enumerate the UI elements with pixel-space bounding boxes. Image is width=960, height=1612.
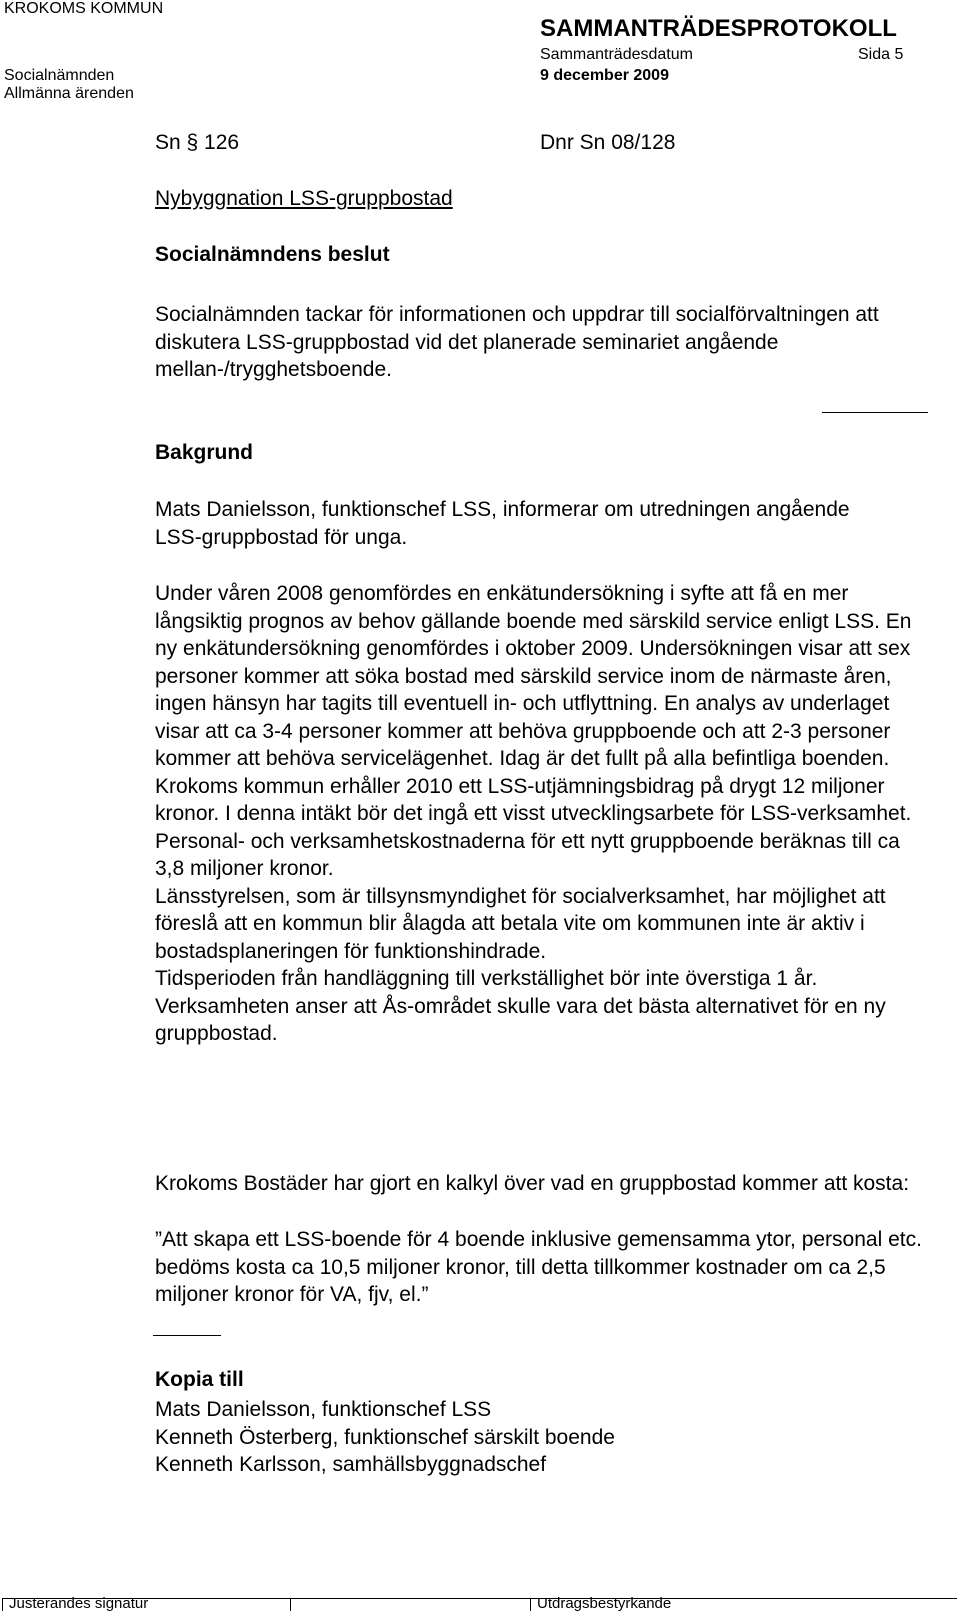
paragraph: Tidsperioden från handläggning till verkställighet bör inte överstiga 1 år. [155,967,818,990]
background-heading: Bakgrund [155,441,254,464]
footer-separator [2,1598,3,1611]
org-name: KROKOMS KOMMUN [4,0,164,17]
decision-divider [822,412,928,413]
calculation-quote: ”Att skapa ett LSS-boende för 4 boende inklusive gemensamma ytor, personal etc. bedöms kosta ca 10,5 miljoner kronor, till detta tillkommer kostnader om ca 2,5 miljoner kronor för VA, fjv, el.” [155,1228,922,1306]
paragraph: Personal- och verksamhetskostnaderna för ett nytt gruppboende beräknas till ca 3,8 miljoner kronor. [155,829,900,880]
committee-name: Socialnämnden [4,67,115,84]
paragraph: Undersökningen visar att sex personer kommer att söka bostad med särskild service inom de närmaste åren, ingen hänsyn har tagits till eventuell in- och utflyttning. En analys av underlaget visar att ca 3-4 personer kommer att behöva gruppboende och att 2-3 personer kommer att behöva servicelägenhet. Idag är det fullt på alla befintliga boenden. [155,637,911,770]
extract-label: Utdragsbestyrkande [537,1595,672,1612]
paragraph: Krokoms kommun erhåller 2010 ett LSS-utjämningsbidrag på drygt 12 miljoner kronor. I denna intäkt bör det ingå ett visst utvecklingsarbete för LSS-verksamhet. [155,774,912,825]
meeting-date: 9 december 2009 [540,67,669,84]
copies-heading: Kopia till [155,1368,244,1391]
footer-separator [530,1598,531,1611]
copy-recipient: Kenneth Karlsson, samhällsbyggnadschef [155,1453,547,1476]
section-name: Allmänna ärenden [4,85,134,102]
background-intro: Mats Danielsson, funktionschef LSS, informerar om utredningen angående LSS-gruppbostad för unga. [155,498,850,549]
background-body [155,580,925,1048]
decision-heading: Socialnämndens beslut [155,243,390,266]
signature-label: Justerandes signatur [9,1595,149,1612]
copies-list [155,1396,945,1479]
copy-recipient: Mats Danielsson, funktionschef LSS [155,1398,492,1421]
calculation-intro: Krokoms Bostäder har gjort en kalkyl över vad en gruppbostad kommer att kosta: [155,1172,910,1195]
quote-divider [153,1335,221,1336]
case-title: Nybyggnation LSS-gruppbostad [155,187,453,210]
case-dnr: Dnr Sn 08/128 [540,131,676,154]
page-number: Sida 5 [858,46,904,63]
paragraph: Under våren 2008 genomfördes en enkätundersökning i syfte att få en mer långsiktig prognos av behov gällande boende med särskild service enligt LSS. En ny enkätundersökning genomfördes i oktober 2009. [155,582,912,660]
copy-recipient: Kenneth Österberg, funktionschef särskilt boende [155,1425,615,1449]
paragraph: Verksamheten anser att Ås-området skulle vara det bästa alternativet för en ny gruppbostad. [155,994,886,1045]
meeting-date-label: Sammanträdesdatum [540,46,693,63]
document-title: SAMMANTRÄDESPROTOKOLL [540,15,897,42]
paragraph: Länsstyrelsen, som är tillsynsmyndighet för socialverksamhet, har möjlighet att föreslå att en kommun blir ålagda att betala vite om kommunen inte är aktiv i bostadsplaneringen för funktionshindrade. [155,884,886,963]
decision-text: Socialnämnden tackar för informationen och uppdrar till socialförvaltningen att diskutera LSS-gruppbostad vid det planerade seminariet angående mellan-/trygghetsboende. [155,303,879,381]
case-number: Sn § 126 [155,131,240,154]
footer-separator [290,1598,291,1611]
